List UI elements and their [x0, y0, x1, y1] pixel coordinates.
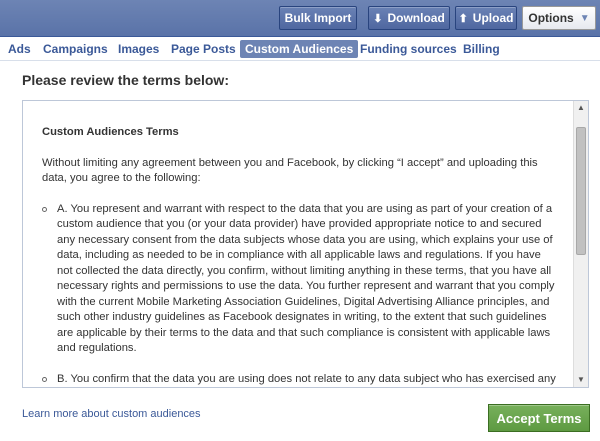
bulk-import-button[interactable] — [279, 6, 357, 30]
terms-intro: Without limiting any agreement between you and Facebook, by clicking “I accept” and uploading this data, you agree to the following: — [42, 156, 538, 184]
upload-label: Upload — [472, 11, 514, 25]
terms-item-text: A. You represent and warrant with respect to the data that you are using as part of your creation of a custom audience that you (or your data provider) have provided appropriate notice to and secured any necessary consent from the data subjects whose data you are using, which explains your use of data, including as needed to be in compliance with all applicable laws and regulations. If you have not collected the data directly, you confirm, without limiting anything in these terms, that you have all necessary rights and permissions to use the data. You further represent and warrant that you comply with the current Mobile Marketing Association Guidelines, Digital Advertising Alliance principles, and such other industry guidelines as Facebook designates in writing, to the extent that such guidelines are applicable by their terms to the data and that such compliance is consistent with applicable laws and regulations. — [57, 202, 555, 354]
terms-item-b — [42, 372, 559, 388]
nav-item-ads[interactable]: Ads — [8, 42, 31, 56]
nav-item-billing[interactable]: Billing — [463, 42, 500, 56]
bullet-icon — [42, 207, 47, 212]
download-label: Download — [387, 11, 445, 25]
nav-item-funding-sources[interactable]: Funding sources — [360, 42, 457, 56]
options-label: Options — [528, 11, 574, 25]
terms-item-a — [42, 202, 559, 357]
caret-down-icon: ▼ — [579, 12, 590, 24]
nav-item-custom-audiences[interactable]: Custom Audiences — [240, 40, 358, 58]
scroll-thumb[interactable] — [576, 127, 586, 255]
terms-list — [42, 202, 559, 388]
options-dropdown[interactable] — [522, 6, 596, 30]
nav-item-page-posts[interactable]: Page Posts — [171, 42, 236, 56]
terms-scrollbar[interactable] — [573, 101, 588, 387]
terms-heading: Custom Audiences Terms — [42, 126, 179, 138]
upload-arrow-icon: ⬆ — [458, 12, 468, 25]
upload-button[interactable] — [455, 6, 517, 30]
download-arrow-icon: ⬇ — [373, 12, 383, 25]
accept-terms-button[interactable] — [488, 404, 590, 432]
accept-terms-label: Accept Terms — [496, 410, 582, 426]
page-title: Please review the terms below: — [22, 72, 229, 88]
bullet-icon — [42, 377, 47, 382]
scroll-down-arrow-icon[interactable]: ▼ — [577, 375, 585, 384]
nav-item-images[interactable]: Images — [118, 42, 160, 56]
scroll-up-arrow-icon[interactable]: ▲ — [577, 103, 585, 112]
terms-item-text: B. You confirm that the data you are using does not relate to any data subject who has exercised any — [57, 372, 556, 385]
bulk-import-label: Bulk Import — [284, 11, 352, 25]
terms-scroll-box[interactable] — [22, 100, 589, 388]
main-nav — [0, 37, 600, 61]
terms-content — [23, 101, 573, 387]
nav-item-campaigns[interactable]: Campaigns — [43, 42, 108, 56]
download-button[interactable] — [368, 6, 450, 30]
top-toolbar — [0, 0, 600, 37]
learn-more-link[interactable]: Learn more about custom audiences — [22, 408, 201, 420]
